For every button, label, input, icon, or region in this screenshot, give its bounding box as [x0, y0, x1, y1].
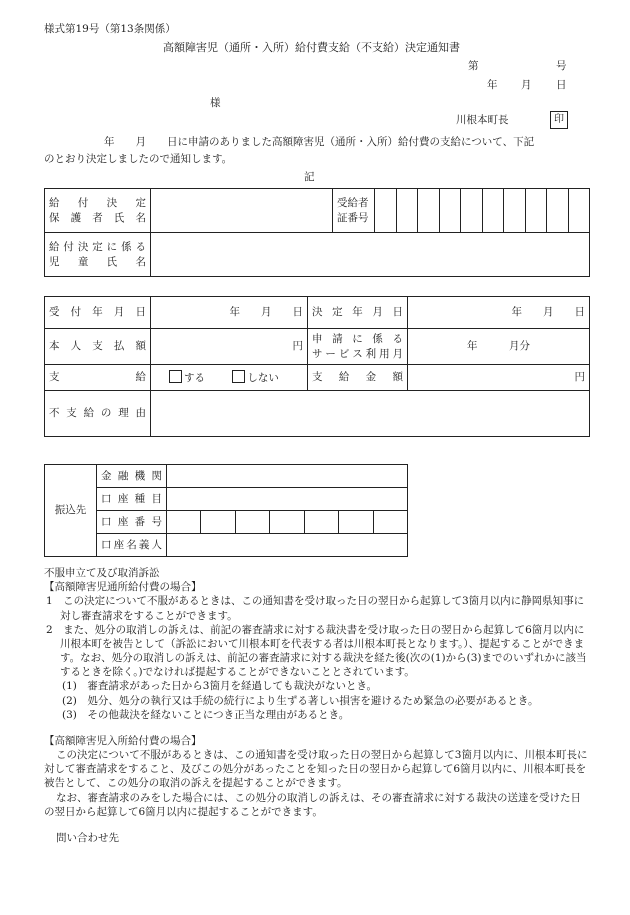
form-number: 様式第19号（第13条関係）: [44, 23, 176, 35]
account-digit-cell[interactable]: [270, 511, 304, 534]
decision-date-label: 決定年月日: [308, 297, 408, 329]
date-month: 月: [521, 79, 532, 91]
cert-number-label: 受給者 証番号: [333, 189, 375, 233]
account-type-field[interactable]: [167, 488, 408, 511]
cert-digit-cell[interactable]: [396, 189, 418, 233]
issuer-name: 川根本町長: [456, 114, 509, 126]
date-year: 年: [487, 79, 498, 91]
s1-item-2: 2 また、処分の取消しの訴えは、前記の審査請求に対する裁決書を受け取った日の翌日から起算して6箇月以内に川根本町を被告として（訴訟において川根本町を代表する者は川根本町長となります。）、提起することができます。なお、処分の取消しの訴えは、前記の審査請求に対する裁決を経た後(次の(1)から(3)までのいずれかに該当するときを除く。)でなければ提起することができないこととされています。: [46, 623, 587, 679]
reason-field[interactable]: [151, 391, 590, 437]
account-number-label: 口座番号: [97, 511, 167, 534]
child-name-label: 給付決定に係る 児 童 氏 名: [45, 233, 151, 277]
cert-digit-cell[interactable]: [418, 189, 440, 233]
account-digit-cell[interactable]: [304, 511, 338, 534]
cert-digit-cell[interactable]: [568, 189, 590, 233]
transfer-table: [44, 464, 408, 557]
intro-line-1: 年 月 日に申請のありました高額障害児（通所・入所）給付費の支給について、下記: [104, 136, 535, 148]
option-no-checkbox[interactable]: しない: [232, 372, 279, 384]
checkbox-icon: [169, 370, 182, 383]
transfer-label: 振込先: [45, 465, 97, 557]
doc-number-prefix: 第: [468, 60, 479, 72]
cert-digit-cell[interactable]: [461, 189, 483, 233]
reason-label: 不支給の理由: [45, 391, 151, 437]
date-day: 日: [556, 79, 567, 91]
payment-label: 支給: [45, 365, 151, 391]
recipient-suffix: 様: [210, 97, 221, 109]
section1-title: 【高額障害児通所給付費の場合】: [44, 581, 202, 594]
notes-heading: 不服申立て及び取消訴訟: [44, 567, 160, 579]
self-pay-label: 本人支払額: [45, 329, 151, 365]
bank-field[interactable]: [167, 465, 408, 488]
service-month-label: 申 請 に 係 る サービス利用月: [308, 329, 408, 365]
cert-digit-cell[interactable]: [482, 189, 504, 233]
contact-label: 問い合わせ先: [56, 831, 119, 844]
guardian-name-field[interactable]: [151, 189, 333, 233]
guardian-name-label: 給 付 決 定 保 護 者 氏 名: [45, 189, 151, 233]
bank-label: 金融機関: [97, 465, 167, 488]
s2-paragraph-2: なお、審査請求のみをした場合には、この処分の取消しの訴えは、その審査請求に対する裁決の送達を受けた日の翌日から起算して6箇月以内に提起することができます。: [44, 791, 581, 818]
s1-sub-1: (1) 審査請求があった日から3箇月を経過しても裁決がないとき。: [62, 680, 378, 693]
cert-digit-cell[interactable]: [504, 189, 526, 233]
received-date-label: 受付年月日: [45, 297, 151, 329]
amount-field[interactable]: 円: [408, 365, 590, 391]
spacer: [44, 819, 590, 831]
decision-table: [44, 296, 590, 437]
account-name-field[interactable]: [167, 534, 408, 557]
account-digit-cell[interactable]: [167, 511, 201, 534]
s1-sub-3: (3) その他裁決を経ないことにつき正当な理由があるとき。: [62, 708, 350, 721]
cert-digit-cell[interactable]: [375, 189, 397, 233]
option-yes-checkbox[interactable]: する: [169, 372, 205, 384]
s1-item-1: 1 この決定について不服があるときは、この通知書を受け取った日の翌日から起算して3箇月以内に静岡県知事に対し審査請求をすることができます。: [46, 595, 585, 622]
appeal-notes: [44, 566, 590, 845]
seal-stamp: 印: [550, 111, 568, 129]
ki-heading: 記: [304, 171, 315, 183]
document-title: 高額障害児（通所・入所）給付費支給（不支給）決定通知書: [163, 41, 460, 54]
cert-digit-cell[interactable]: [525, 189, 547, 233]
self-pay-field[interactable]: 円: [151, 329, 308, 365]
received-date-field[interactable]: 年 月 日: [151, 297, 308, 329]
account-digit-cell[interactable]: [235, 511, 269, 534]
account-digit-cell[interactable]: [201, 511, 235, 534]
service-month-field[interactable]: 年 月分: [408, 329, 590, 365]
payment-options: [151, 365, 308, 391]
decision-date-field[interactable]: 年 月 日: [408, 297, 590, 329]
account-type-label: 口座種目: [97, 488, 167, 511]
account-digit-cell[interactable]: [339, 511, 373, 534]
child-name-field[interactable]: [151, 233, 590, 277]
s1-sub-2: (2) 処分、処分の執行又は手続の続行により生ずる著しい損害を避けるため緊急の必要があるとき。: [62, 694, 539, 707]
amount-label: 支給金額: [308, 365, 408, 391]
spacer: [44, 722, 590, 734]
account-digit-cell[interactable]: [373, 511, 407, 534]
cert-digit-cell[interactable]: [547, 189, 569, 233]
account-name-label: 口座名義人: [97, 534, 167, 557]
section2-title: 【高額障害児入所給付費の場合】: [44, 734, 202, 747]
s2-paragraph-1: この決定について不服があるときは、この通知書を受け取った日の翌日から起算して3箇月以内に、川根本町長に対して審査請求をすること、及びこの処分があったことを知った日の翌日から起算して6箇月以内に、川根本町長を被告として、この処分の取消の訴えを提起することができます。: [44, 749, 588, 790]
doc-number-suffix: 号: [556, 60, 567, 72]
intro-line-2: のとおり決定しましたので通知します。: [44, 153, 233, 165]
guardian-table: [44, 188, 590, 277]
cert-digit-cell[interactable]: [439, 189, 461, 233]
checkbox-icon: [232, 370, 245, 383]
